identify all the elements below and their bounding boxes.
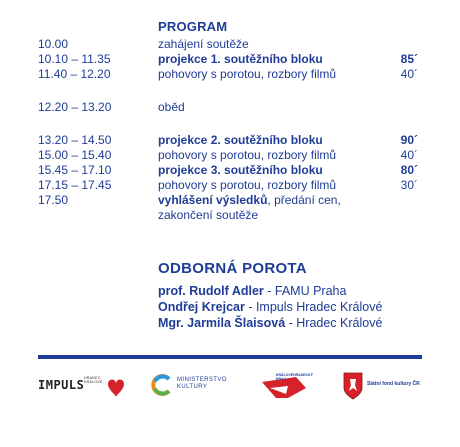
region-line-2: KRAJ <box>276 377 286 381</box>
ministry-c-icon <box>150 373 174 397</box>
coat-of-arms-icon <box>343 372 363 400</box>
schedule-row <box>38 178 418 193</box>
row-time: 15.00 – 15.40 <box>38 148 112 162</box>
row-description: zahájení soutěže <box>158 37 249 51</box>
impuls-logo-text: IMPULS <box>38 378 85 392</box>
jury-member <box>158 315 382 331</box>
jury-member-name: Ondřej Krejcar <box>158 300 245 314</box>
row-duration: 40´ <box>400 148 418 162</box>
jury-member-affiliation: - Hradec Králové <box>285 316 383 330</box>
schedule-row <box>38 133 418 148</box>
row-description: pohovory s porotou, rozbory filmů <box>158 67 337 81</box>
region-logo-text <box>276 373 313 381</box>
schedule-row <box>38 52 418 67</box>
row-time: 10.10 – 11.35 <box>38 52 111 66</box>
ministry-line-1: MINISTERSTVO <box>177 377 227 383</box>
row-description: projekce 1. soutěžního bloku <box>158 52 323 66</box>
row-duration: 80´ <box>400 163 418 177</box>
row-description: pohovory s porotou, rozbory filmů <box>158 148 337 162</box>
jury-member-name: prof. Rudolf Adler <box>158 284 264 298</box>
footer-divider <box>38 355 422 359</box>
row-duration: 90´ <box>400 133 418 147</box>
row-time: 17.15 – 17.45 <box>38 178 112 192</box>
hradec-kralove-region-logo <box>256 368 331 404</box>
sponsor-logos <box>38 368 422 404</box>
row-time: 10.00 <box>38 37 69 51</box>
schedule <box>38 37 418 223</box>
row-description: pohovory s porotou, rozbory filmů <box>158 178 337 192</box>
row-time: 11.40 – 12.20 <box>38 67 111 81</box>
impuls-logo-subtext: HRADEC KRÁLOVÉ <box>84 376 103 384</box>
jury-member-affiliation: - FAMU Praha <box>263 284 347 298</box>
schedule-row <box>38 193 418 223</box>
state-culture-fund-logo <box>343 368 423 404</box>
schedule-row <box>38 163 418 178</box>
row-description-bold: vyhlášení výsledků <box>158 193 268 207</box>
row-description: projekce 2. soutěžního bloku <box>158 133 323 147</box>
row-description <box>158 193 383 223</box>
row-duration: 85´ <box>400 52 418 66</box>
jury-member <box>158 283 382 299</box>
row-time: 13.20 – 14.50 <box>38 133 112 147</box>
row-time: 15.45 – 17.10 <box>38 163 112 177</box>
row-time: 12.20 – 13.20 <box>38 100 112 114</box>
ministry-logo-text <box>177 377 227 391</box>
impuls-logo <box>38 368 128 404</box>
schedule-row <box>38 148 418 163</box>
row-duration: 40´ <box>400 67 418 81</box>
row-duration: 30´ <box>400 178 418 192</box>
jury-title: ODBORNÁ POROTA <box>158 260 307 277</box>
schedule-row <box>38 37 418 52</box>
ministry-of-culture-logo <box>150 368 250 404</box>
row-time: 17.50 <box>38 193 69 207</box>
ministry-line-2: KULTURY <box>177 384 208 390</box>
jury-member-name: Mgr. Jarmila Šlaisová <box>158 316 286 330</box>
state-culture-fund-text: Státní fond kultury ČR <box>367 381 420 387</box>
row-description: projekce 3. soutěžního bloku <box>158 163 323 177</box>
jury-list <box>158 283 382 331</box>
schedule-row <box>38 100 418 115</box>
schedule-row <box>38 67 418 82</box>
jury-member <box>158 299 382 315</box>
row-description: oběd <box>158 100 185 114</box>
impuls-heart-icon <box>38 368 128 404</box>
region-line-1: KRÁLOVÉHRADECKÝ <box>276 373 313 377</box>
jury-member-affiliation: - Impuls Hradec Králové <box>244 300 383 314</box>
program-title: PROGRAM <box>158 19 228 34</box>
row-description-rest: , předání cen, zakončení soutěže <box>158 193 341 222</box>
